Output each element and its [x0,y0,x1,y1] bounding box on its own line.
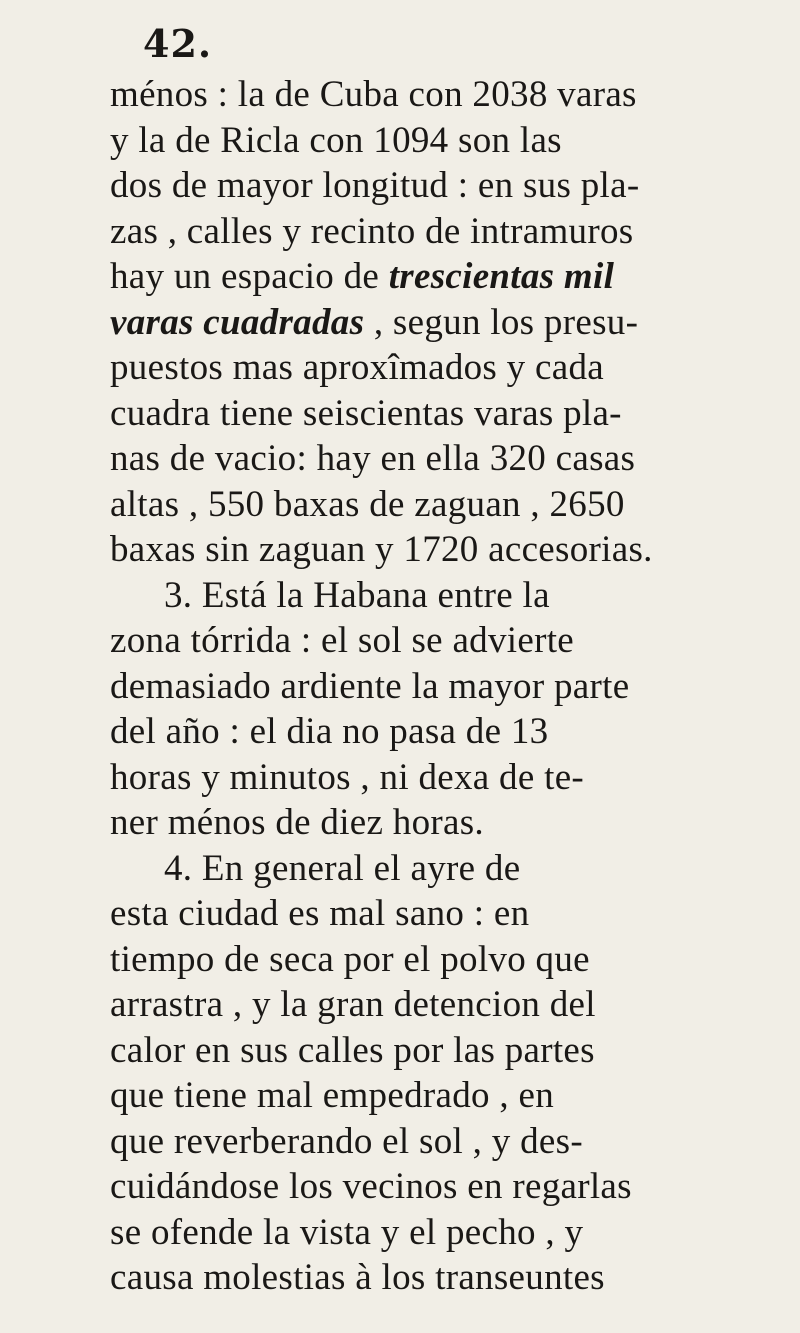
text-line-6 [110,300,800,346]
text-line-8: cuadra tiene seiscientas varas pla- [110,392,622,434]
text-line-24: que reverberando el sol , y des- [110,1120,583,1162]
text-line-5 [110,254,800,300]
text-line-9: nas de vacio: hay en ella 320 casas [110,438,636,479]
text-line-6-post: , segun los presu- [364,301,639,343]
text-line-23: que tiene mal empedrado , en [110,1075,554,1116]
text-line-11: baxas sin zaguan y 1720 accesorias. [110,529,653,570]
text-line-1: ménos : la de Cuba con 2038 varas [110,74,637,115]
body-text [110,72,800,1301]
text-line-27: causa molestias à los transeuntes [110,1257,605,1298]
text-line-7: puestos mas aproxîmados y cada [110,347,604,388]
text-line-3: dos de mayor longitud : en sus pla- [110,165,640,206]
text-line-5-pre: hay un espacio de [110,256,389,297]
text-line-6-italic: varas cuadradas [110,301,365,343]
text-line-22: calor en sus calles por las partes [110,1029,595,1071]
text-line-19: esta ciudad es mal sano : en [110,893,530,934]
text-line-20: tiempo de seca por el polvo que [110,938,590,980]
text-line-21: arrastra , y la gran detencion del [110,984,596,1025]
text-line-4: zas , calles y recinto de intramuros [110,210,634,252]
text-line-15: del año : el dia no pasa de 13 [110,711,549,752]
text-line-14: demasiado ardiente la mayor parte [110,665,630,707]
text-line-18: 4. En general el ayre de [164,847,521,889]
text-line-16: horas y minutos , ni dexa de te- [110,756,585,798]
text-line-25: cuidándose los vecinos en regarlas [110,1166,632,1207]
text-line-2: y la de Ricla con 1094 son las [110,119,562,161]
text-line-5-italic: trescientas mil [388,256,615,297]
text-line-17: ner ménos de diez horas. [110,802,484,843]
text-line-26: se ofende la vista y el pecho , y [110,1211,584,1253]
text-line-10: altas , 550 baxas de zaguan , 2650 [110,483,625,525]
page-number: 42. [143,21,213,66]
text-line-12: 3. Está la Habana entre la [164,574,550,616]
text-line-13: zona tórrida : el sol se advierte [110,620,574,661]
